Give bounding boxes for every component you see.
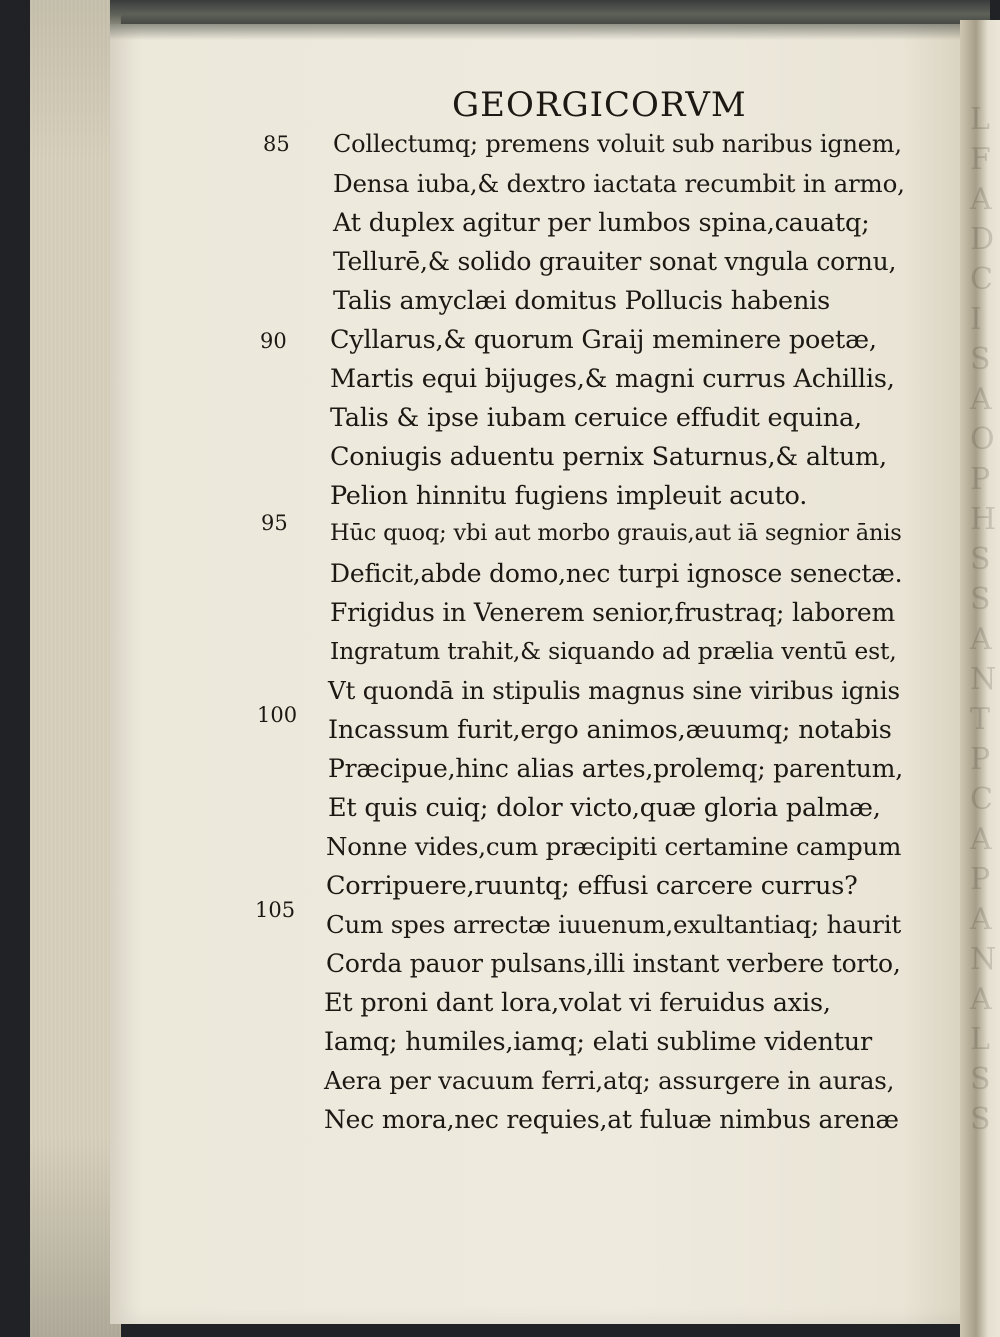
verse-line: Talis & ipse iubam ceruice effudit equina, — [330, 403, 862, 433]
verse-line: Cyllarus,& quorum Graij meminere poetæ, — [330, 325, 877, 355]
verse-line: Talis amyclæi domitus Pollucis habenis — [333, 286, 831, 316]
verse-line: Iamq; humiles,iamq; elati sublime videntur — [324, 1027, 872, 1057]
running-head: GEORGICORVM — [452, 85, 747, 125]
verse-line: Coniugis aduentu pernix Saturnus,& altum, — [330, 442, 887, 472]
verse-line: Nec mora,nec requies,at fuluæ nimbus arenæ — [324, 1105, 899, 1134]
verse-line: Ingratum trahit,& siquando ad prælia ventū est, — [330, 637, 897, 665]
verse-line: At duplex agitur per lumbos spina,cauatq; — [333, 208, 870, 238]
verse-line: Hūc quoq; vbi aut morbo grauis,aut iā segnior ānis — [330, 520, 902, 546]
line-number: 95 — [261, 511, 288, 535]
line-number: 105 — [255, 898, 296, 922]
line-number: 100 — [257, 703, 298, 727]
page-top-shadow — [110, 0, 990, 40]
verse-line: Deficit,abde domo,nec turpi ignosce senectæ. — [330, 559, 903, 588]
verse-line: Nonne vides,cum præcipiti certamine campum — [326, 832, 902, 861]
verse-line: Corda pauor pulsans,illi instant verbere torto, — [326, 949, 901, 978]
verse-line: Densa iuba,& dextro iactata recumbit in armo, — [333, 169, 905, 198]
verse-line: Præcipue,hinc alias artes,prolemq; parentum, — [328, 754, 903, 783]
facing-page-bleed: L F A D C I S A O P H S S A N T P C A P A N A L S S — [970, 102, 997, 1137]
verse-line: Aera per vacuum ferri,atq; assurgere in auras, — [324, 1066, 895, 1095]
line-number: 85 — [263, 132, 290, 156]
verse-line: Pelion hinnitu fugiens impleuit acuto. — [330, 481, 808, 511]
line-number: 90 — [260, 329, 287, 353]
verse-line: Et proni dant lora,volat vi feruidus axis, — [324, 988, 831, 1018]
verse-line: Cum spes arrectæ iuuenum,exultantiaq; haurit — [326, 910, 901, 939]
verse-line: Et quis cuiq; dolor victo,quæ gloria palmæ, — [328, 793, 881, 823]
verse-line: Martis equi bijuges,& magni currus Achillis, — [330, 364, 895, 394]
verse-line: Corripuere,ruuntq; effusi carcere currus? — [326, 871, 858, 901]
verse-line: Frigidus in Venerem senior,frustraq; laborem — [330, 598, 896, 627]
verse-line: Vt quondā in stipulis magnus sine viribus ignis — [328, 676, 900, 705]
page-edges — [30, 0, 121, 1337]
verse-line: Incassum furit,ergo animos,æuumq; notabis — [328, 715, 892, 745]
verse-line: Tellurē,& solido grauiter sonat vngula cornu, — [333, 247, 897, 276]
verse-line: Collectumq; premens voluit sub naribus ignem, — [333, 130, 902, 158]
